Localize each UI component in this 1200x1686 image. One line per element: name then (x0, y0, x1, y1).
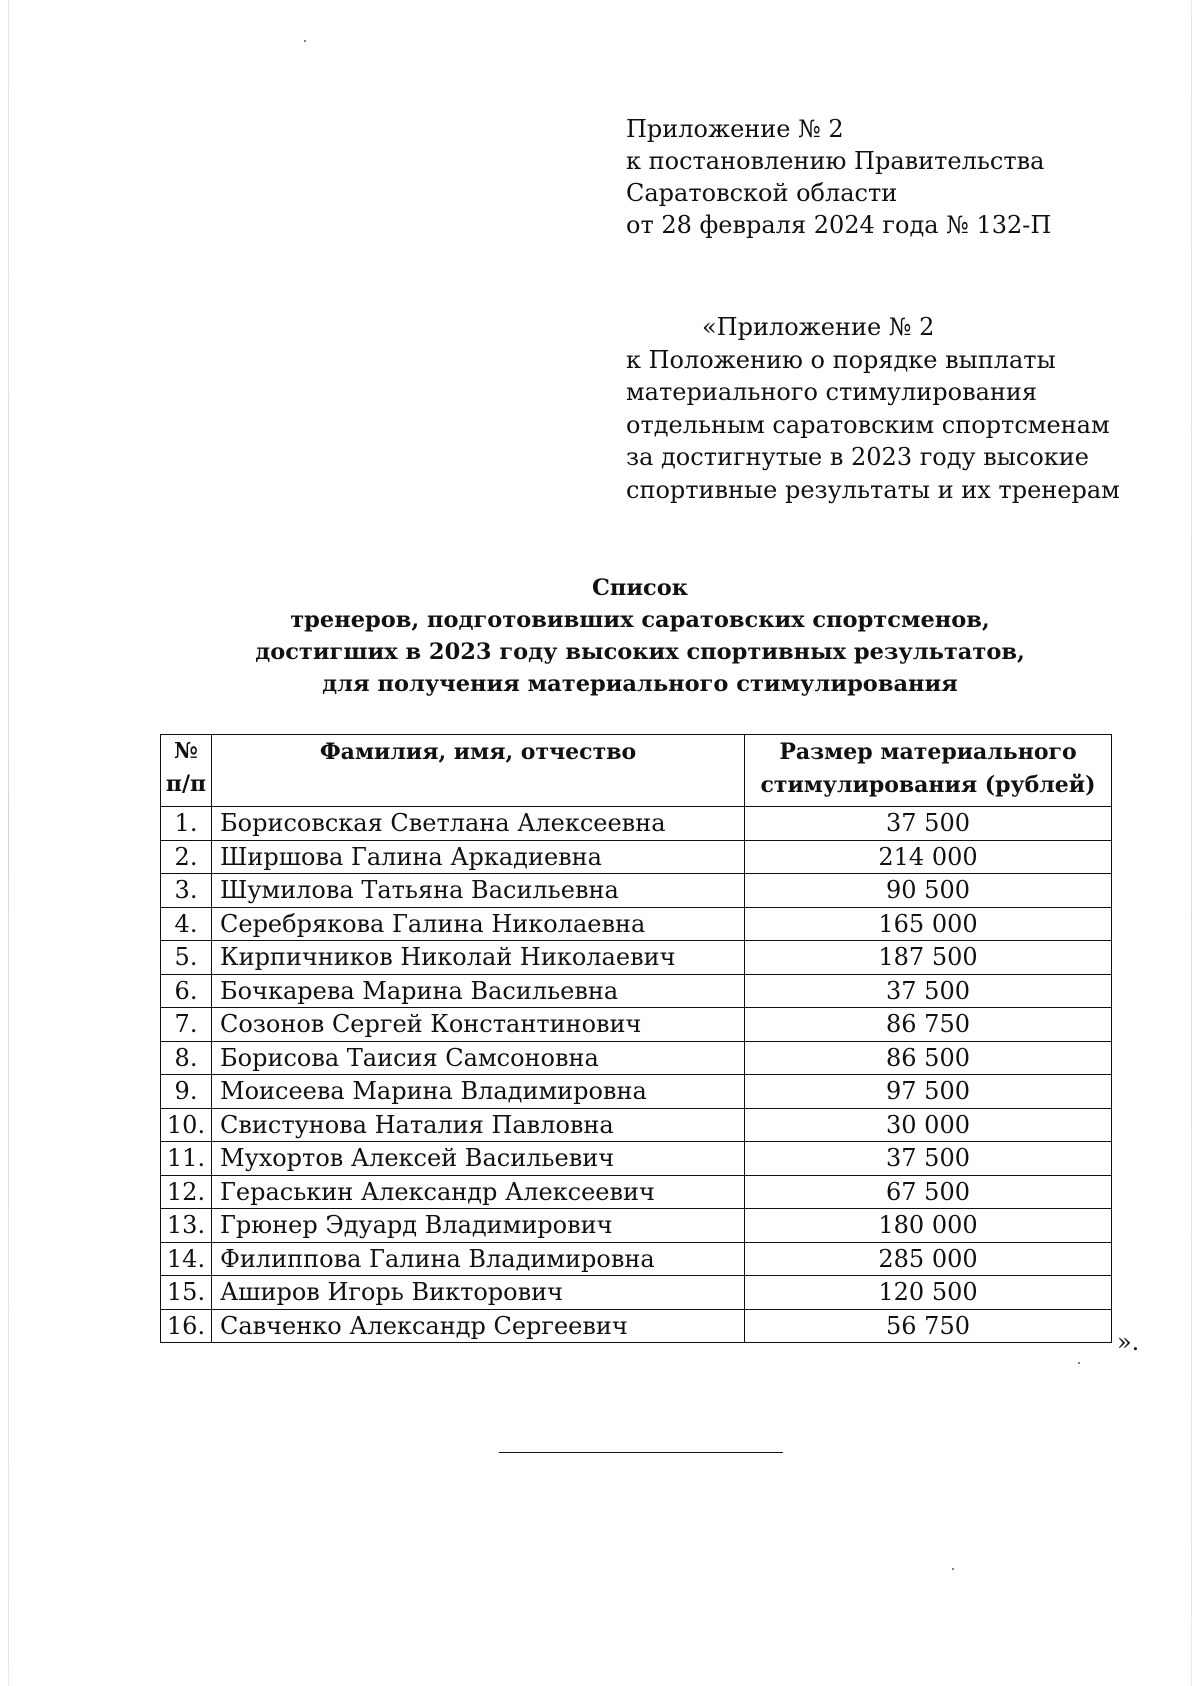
table-row (161, 1041, 1112, 1075)
title-line: для получения материального стимулирования (322, 671, 958, 697)
table-row (161, 1242, 1112, 1276)
scan-edge-right (1191, 0, 1192, 1686)
table-header-row (161, 735, 1112, 807)
row-number: 12. (161, 1175, 212, 1209)
row-amount: 165 000 (745, 907, 1112, 941)
table-row (161, 874, 1112, 908)
row-number: 5. (161, 941, 212, 975)
row-coach-name: Созонов Сергей Константинович (212, 1008, 745, 1042)
row-coach-name: Савченко Александр Сергеевич (212, 1309, 745, 1343)
row-coach-name: Моисеева Марина Владимировна (212, 1075, 745, 1109)
row-number: 15. (161, 1276, 212, 1310)
closing-quote: ». (1117, 1328, 1140, 1356)
bottom-divider (499, 1452, 783, 1453)
appendix-line: к постановлению Правительства (626, 147, 1045, 175)
row-number: 11. (161, 1142, 212, 1176)
title-line: достигших в 2023 году высоких спортивных результатов, (255, 639, 1025, 665)
row-coach-name: Аширов Игорь Викторович (212, 1276, 745, 1310)
appendix-line: Саратовской области (626, 179, 898, 207)
appendix2-line: «Приложение № 2 (702, 313, 935, 341)
row-amount: 30 000 (745, 1108, 1112, 1142)
row-amount: 187 500 (745, 941, 1112, 975)
header-name: Фамилия, имя, отчество (212, 735, 745, 807)
row-coach-name: Филиппова Галина Владимировна (212, 1242, 745, 1276)
row-amount: 97 500 (745, 1075, 1112, 1109)
title-line: тренеров, подготовивших саратовских спортсменов, (290, 607, 990, 633)
row-amount: 285 000 (745, 1242, 1112, 1276)
row-amount: 37 500 (745, 807, 1112, 841)
scan-speck (1078, 1362, 1080, 1364)
title-line: Список (591, 575, 689, 601)
table-row (161, 941, 1112, 975)
appendix2-line: за достигнутые в 2023 году высокие (626, 443, 1089, 471)
row-number: 13. (161, 1209, 212, 1243)
row-coach-name: Кирпичников Николай Николаевич (212, 941, 745, 975)
row-number: 6. (161, 974, 212, 1008)
scan-speck (952, 1568, 954, 1570)
row-number: 3. (161, 874, 212, 908)
row-amount: 86 500 (745, 1041, 1112, 1075)
row-amount: 37 500 (745, 974, 1112, 1008)
coaches-table (160, 734, 1112, 1343)
document-title (160, 572, 1120, 700)
row-coach-name: Грюнер Эдуард Владимирович (212, 1209, 745, 1243)
header-number-line1: № (174, 738, 198, 764)
row-amount: 67 500 (745, 1175, 1112, 1209)
table-row (161, 1175, 1112, 1209)
row-number: 2. (161, 840, 212, 874)
header-amount (745, 735, 1112, 807)
table-row (161, 1142, 1112, 1176)
row-amount: 180 000 (745, 1209, 1112, 1243)
row-amount: 86 750 (745, 1008, 1112, 1042)
row-coach-name: Бочкарева Марина Васильевна (212, 974, 745, 1008)
row-number: 1. (161, 807, 212, 841)
row-coach-name: Борисова Таисия Самсоновна (212, 1041, 745, 1075)
table-row (161, 1276, 1112, 1310)
row-amount: 90 500 (745, 874, 1112, 908)
row-number: 4. (161, 907, 212, 941)
row-amount: 214 000 (745, 840, 1112, 874)
appendix2-line: к Положению о порядке выплаты (626, 345, 1056, 374)
row-amount: 120 500 (745, 1276, 1112, 1310)
table-row (161, 1108, 1112, 1142)
header-amount-line2: стимулирования (рублей) (760, 772, 1096, 798)
table-row (161, 1209, 1112, 1243)
header-number (161, 735, 212, 807)
row-coach-name: Серебрякова Галина Николаевна (212, 907, 745, 941)
appendix-line: Приложение № 2 (626, 115, 844, 143)
row-number: 7. (161, 1008, 212, 1042)
table-row (161, 907, 1112, 941)
row-amount: 37 500 (745, 1142, 1112, 1176)
table-body (161, 807, 1112, 1343)
row-coach-name: Шумилова Татьяна Васильевна (212, 874, 745, 908)
header-number-line2: п/п (165, 771, 207, 797)
table-row (161, 1309, 1112, 1343)
appendix2-line: спортивные результаты и их тренерам (626, 475, 1120, 504)
table-row (161, 840, 1112, 874)
row-number: 9. (161, 1075, 212, 1109)
appendix-header (626, 113, 1051, 241)
row-coach-name: Мухортов Алексей Васильевич (212, 1142, 745, 1176)
appendix2-line: отдельным саратовским спортсменам (626, 410, 1110, 439)
table-row (161, 974, 1112, 1008)
table-row (161, 807, 1112, 841)
scan-speck (304, 40, 306, 42)
appendix2-line: материального стимулирования (626, 378, 1038, 406)
row-number: 16. (161, 1309, 212, 1343)
table-row (161, 1008, 1112, 1042)
row-coach-name: Гераськин Александр Алексеевич (212, 1175, 745, 1209)
row-coach-name: Свистунова Наталия Павловна (212, 1108, 745, 1142)
appendix-line: от 28 февраля 2024 года № 132-П (626, 211, 1052, 239)
row-amount: 56 750 (745, 1309, 1112, 1343)
row-coach-name: Ширшова Галина Аркадиевна (212, 840, 745, 874)
row-coach-name: Борисовская Светлана Алексеевна (212, 807, 745, 841)
row-number: 10. (161, 1108, 212, 1142)
header-amount-line1: Размер материального (779, 739, 1077, 765)
scan-edge-left (8, 0, 9, 1686)
row-number: 8. (161, 1041, 212, 1075)
row-number: 14. (161, 1242, 212, 1276)
regulation-appendix-header (626, 311, 1120, 506)
table-row (161, 1075, 1112, 1109)
